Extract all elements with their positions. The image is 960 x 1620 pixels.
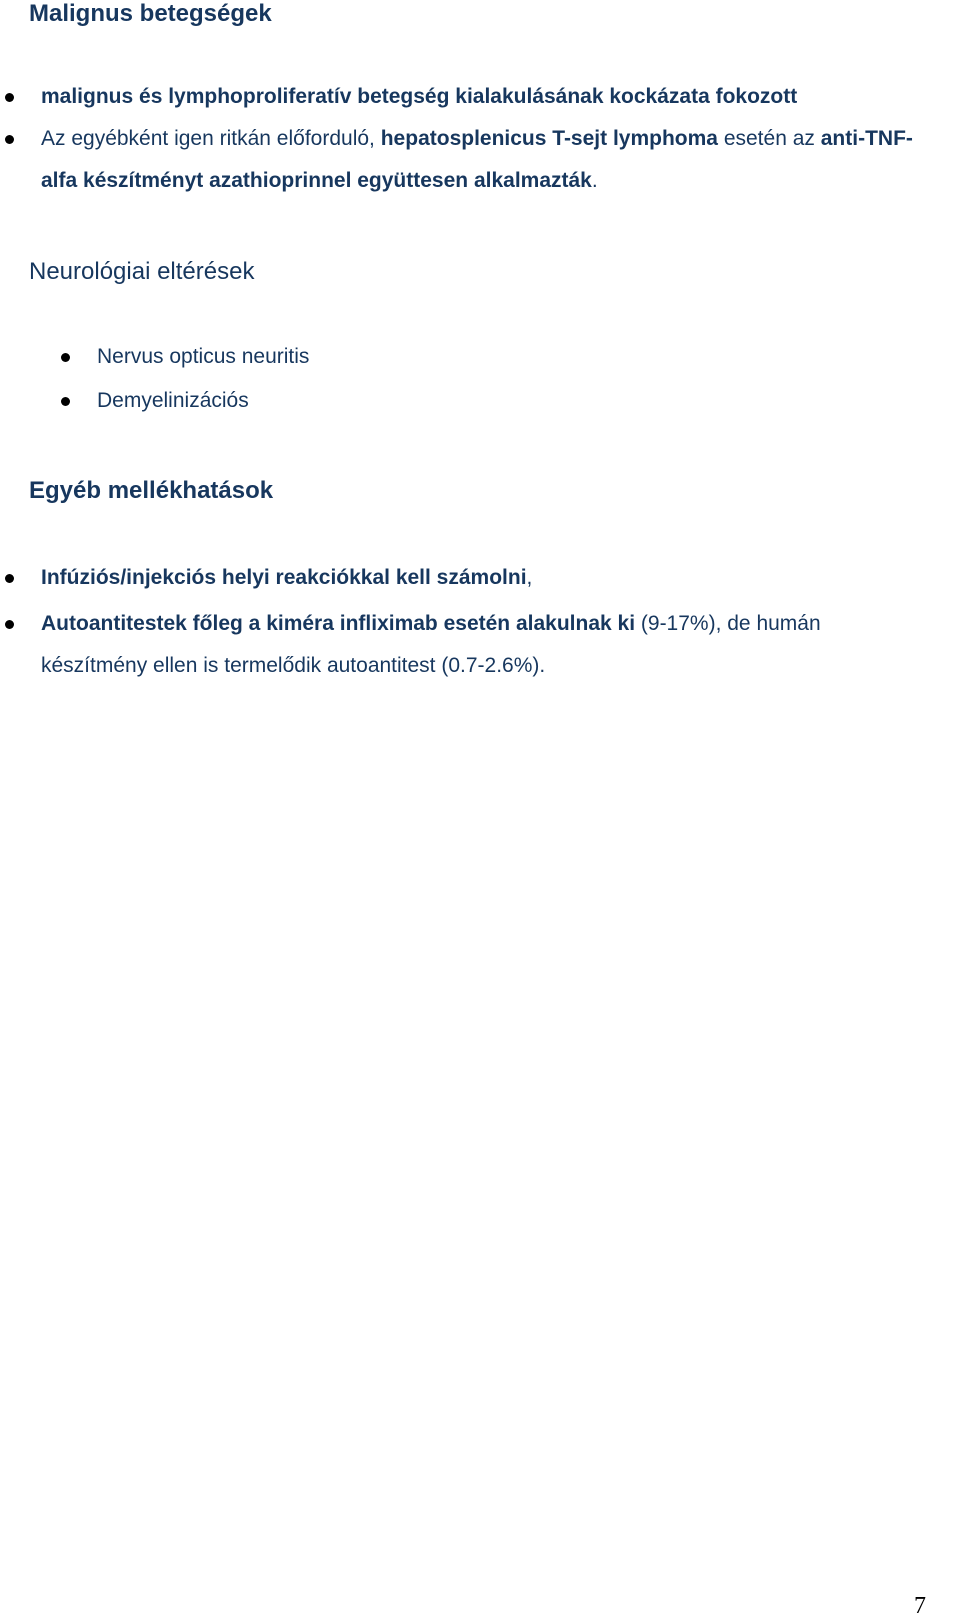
item-text-part: (9-17%), de humán készítmény ellen is termelődik autoantitest (0.7-2.6%). bbox=[41, 612, 821, 677]
bullet-icon bbox=[5, 135, 14, 144]
item-text: Nervus opticus neuritis bbox=[97, 345, 310, 368]
list-item bbox=[0, 603, 931, 687]
item-text: malignus és lymphoproliferatív betegség kialakulásának kockázata fokozott bbox=[41, 85, 798, 108]
list-item bbox=[0, 76, 931, 118]
heading-malignus: Malignus betegségek bbox=[29, 0, 272, 27]
item-text-bold: Autoantitestek főleg a kiméra infliximab esetén alakulnak ki bbox=[41, 612, 636, 635]
item-text-part: Az egyébként igen ritkán előforduló, bbox=[41, 127, 375, 150]
bullet-icon bbox=[5, 93, 14, 102]
bullet-icon bbox=[61, 353, 70, 362]
item-text-bold: hepatosplenicus T-sejt lymphoma bbox=[380, 127, 718, 150]
item-text-bold: Infúziós/injekciós helyi reakciókkal kell számolni bbox=[41, 566, 527, 589]
heading-egyeb: Egyéb mellékhatások bbox=[29, 477, 274, 504]
bullet-icon bbox=[5, 620, 14, 629]
item-text-bold: anti-TNF-alfa készítményt azathioprinnel együttesen alkalmazták bbox=[41, 127, 913, 192]
item-text-part: . bbox=[591, 169, 598, 192]
neuro-list bbox=[0, 335, 917, 423]
bullet-icon bbox=[5, 574, 14, 583]
egyeb-list bbox=[0, 557, 931, 687]
page-number: 7 bbox=[914, 1593, 926, 1619]
list-item bbox=[0, 118, 931, 202]
list-item bbox=[0, 335, 917, 379]
item-text: Demyelinizációs bbox=[97, 389, 249, 412]
heading-neurologiai: Neurológiai eltérések bbox=[29, 258, 255, 285]
list-item bbox=[0, 379, 917, 423]
item-text-part: , bbox=[526, 566, 533, 589]
malignus-list bbox=[0, 76, 931, 202]
item-text-part: esetén az bbox=[723, 127, 815, 150]
bullet-icon bbox=[61, 397, 70, 406]
list-item bbox=[0, 557, 931, 599]
